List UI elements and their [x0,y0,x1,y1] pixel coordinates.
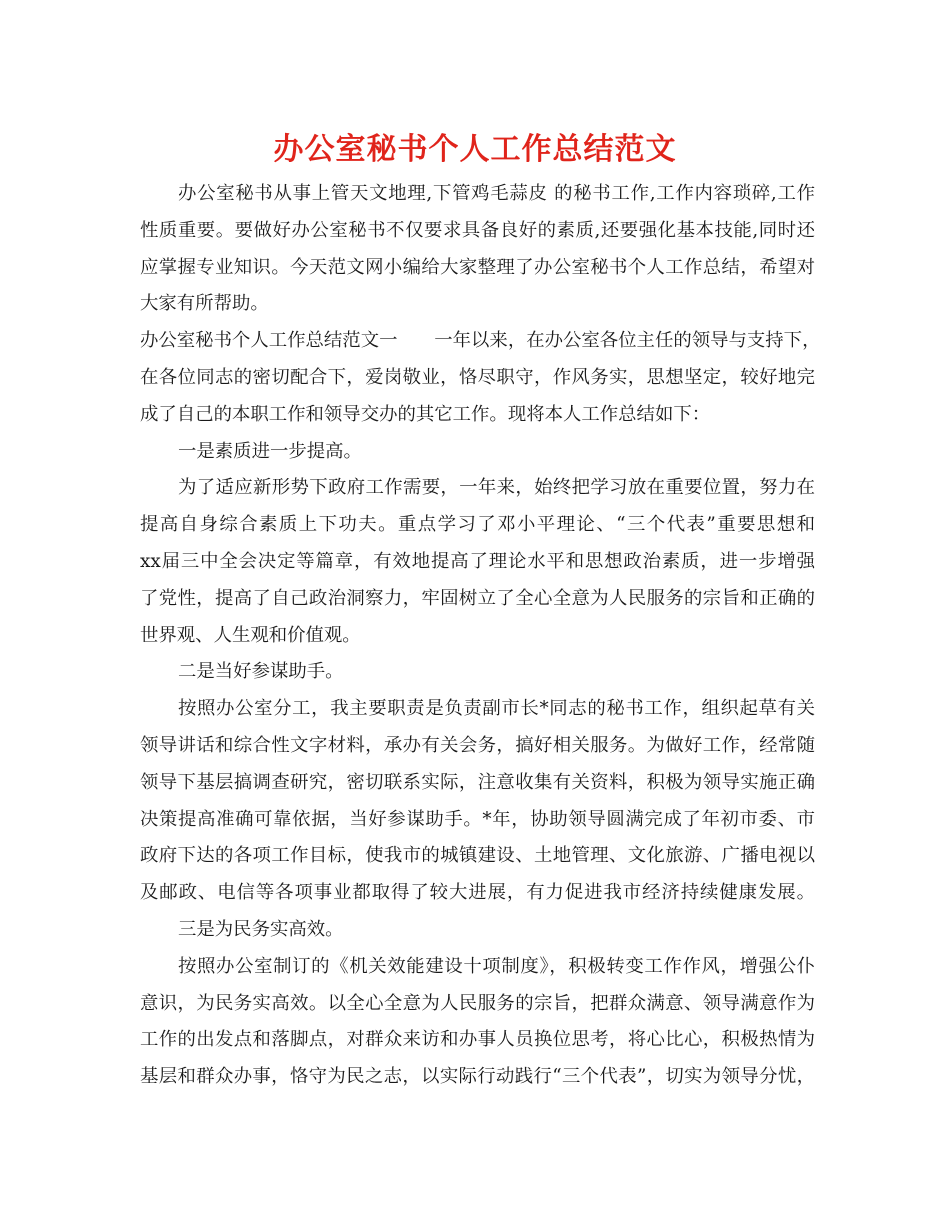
section-heading: 一是素质进一步提高。 [178,440,362,462]
text-line: xx届三中全会决定等篇章，有效地提高了理论水平和思想政治素质，进一步增强 [140,550,815,572]
text-line: 大家有所帮助。 [140,293,269,315]
document-body [140,176,821,1096]
section-heading: 二是当好参谋助手。 [178,661,344,683]
text-line: 按照办公室分工，我主要职责是负责副市长*同志的秘书工作，组织起草有关 [178,698,815,720]
text-line: 了党性，提高了自己政治洞察力，牢固树立了全心全意为人民服务的宗旨和正确的 [140,587,815,609]
text-line: 决策提高准确可靠依据，当好参谋助手。*年，协助领导圆满完成了年初市委、市 [140,808,815,830]
text-line: 领导讲话和综合性文字材料，承办有关会务，搞好相关服务。为做好工作，经常随 [140,734,815,756]
text-line: 领导下基层搞调查研究，密切联系实际，注意收集有关资料，积极为领导实施正确 [140,771,815,793]
text-line: 基层和群众办事，恪守为民之志，以实际行动践行“三个代表”，切实为领导分忧， [140,1066,815,1088]
text-line: 成了自己的本职工作和领导交办的其它工作。现将本人工作总结如下： [140,403,711,425]
text-line: 在各位同志的密切配合下，爱岗敬业，恪尽职守，作风务实，思想坚定，较好地完 [140,366,815,388]
text-line: 性质重要。要做好办公室秘书不仅要求具备良好的素质,还要强化基本技能,同时还 [140,219,815,241]
text-line: 应掌握专业知识。今天范文网小编给大家整理了办公室秘书个人工作总结，希望对 [140,256,815,278]
text-line: 世界观、人生观和价值观。 [140,624,361,646]
text-line: 意识，为民务实高效。以全心全意为人民服务的宗旨，把群众满意、领导满意作为 [140,992,815,1014]
text-line: 及邮政、电信等各项事业都取得了较大进展，有力促进我市经济持续健康发展。 [140,882,815,904]
text-line: 办公室秘书个人工作总结范文一 一年以来，在办公室各位主任的领导与支持下， [140,330,821,352]
text-line: 按照办公室制订的《机关效能建设十项制度》，积极转变工作作风，增强公仆 [178,955,815,977]
text-line: 为了适应新形势下政府工作需要，一年来，始终把学习放在重要位置，努力在 [178,477,815,499]
text-line: 办公室秘书从事上管天文地理,下管鸡毛蒜皮 的秘书工作,工作内容琐碎,工作 [178,183,815,204]
document-title: 办公室秘书个人工作总结范文 [273,132,677,167]
text-line: 政府下达的各项工作目标，使我市的城镇建设、土地管理、文化旅游、广播电视以 [140,845,815,867]
section-heading: 三是为民务实高效。 [178,918,344,940]
text-line: 提高自身综合素质上下功夫。重点学习了邓小平理论、“三个代表”重要思想和 [140,514,815,536]
text-line: 工作的出发点和落脚点，对群众来访和办事人员换位思考，将心比心，积极热情为 [140,1029,815,1051]
